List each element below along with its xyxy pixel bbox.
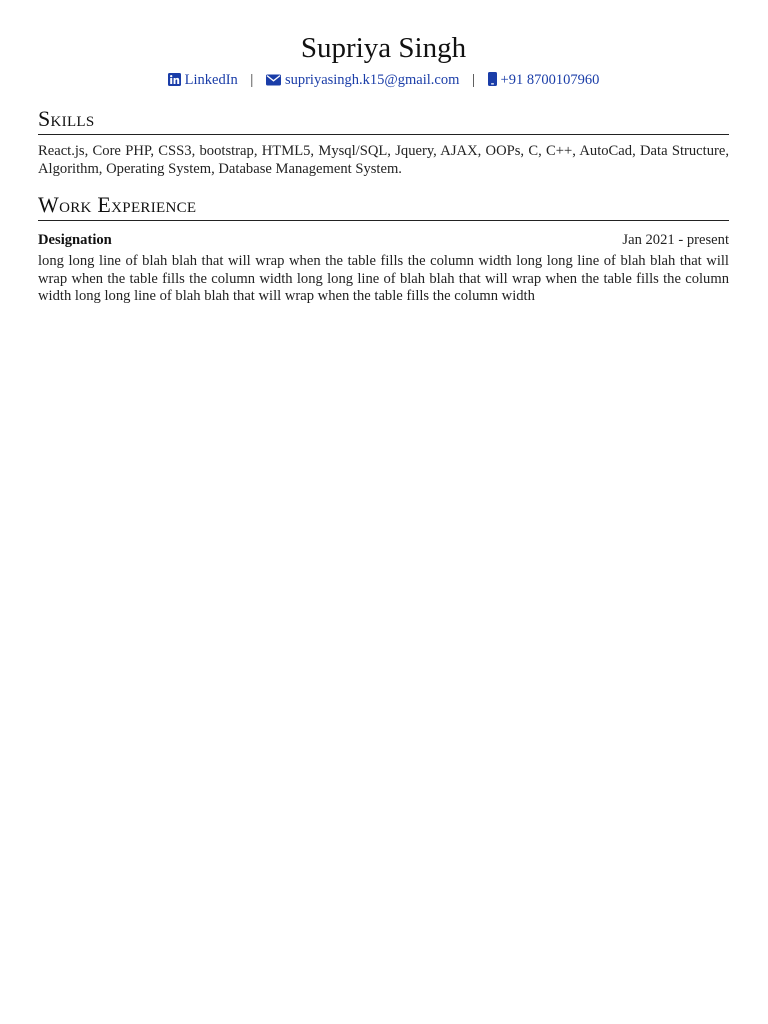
phone-link[interactable] <box>488 72 600 88</box>
mobile-phone-icon <box>488 72 497 92</box>
job-description: long long line of blah blah that will wrap when the table fills the column width long long line of blah blah that will wrap when the table fills the column width long long line of blah blah that will wrap when the table fills the column width long long line of blah blah that will wrap when the table fills the column width <box>38 253 729 304</box>
contact-line <box>38 70 729 92</box>
skills-text: React.js, Core PHP, CSS3, bootstrap, HTML5, Mysql/SQL, Jquery, AJAX, OOPs, C, C++, AutoCad, Data Structure, Algorithm, Operating System, Database Management System. <box>38 143 729 177</box>
contact-separator: | <box>472 72 475 88</box>
linkedin-label: LinkedIn <box>184 72 238 88</box>
linkedin-icon <box>168 72 181 92</box>
job-dates: Jan 2021 - present <box>622 232 729 248</box>
envelope-icon <box>266 72 281 92</box>
job-header-row <box>38 231 729 249</box>
email-address: supriyasingh.k15@gmail.com <box>284 72 460 88</box>
contact-separator: | <box>250 72 254 88</box>
skills-heading: Skills <box>38 106 729 135</box>
linkedin-link[interactable] <box>168 72 242 88</box>
resume-page <box>38 30 729 306</box>
job-entry <box>38 231 729 306</box>
job-title: Designation <box>38 232 112 248</box>
phone-number: +91 8700107960 <box>500 72 600 88</box>
email-link[interactable] <box>266 72 463 88</box>
candidate-name: Supriya Singh <box>300 32 467 64</box>
work-experience-heading: Work Experience <box>38 192 729 221</box>
